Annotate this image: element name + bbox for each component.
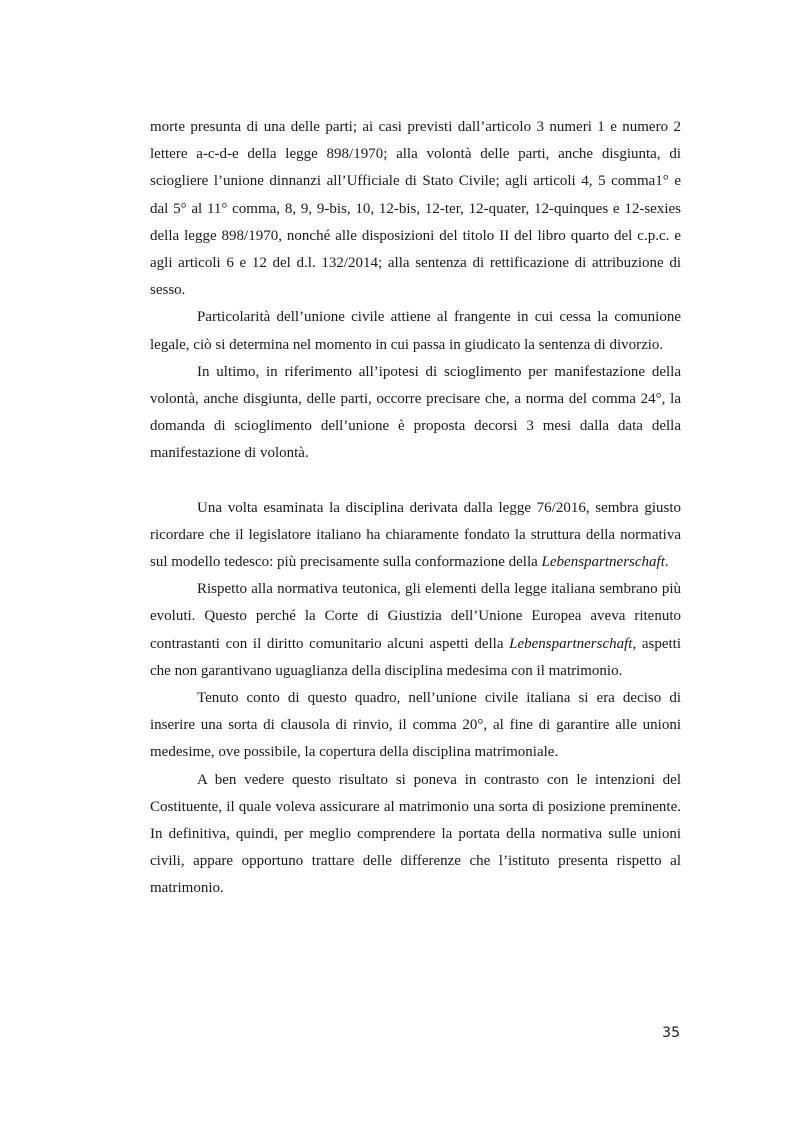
- paragraph-clausola-rinvio: Tenuto conto di questo quadro, nell’unione civile italiana si era deciso di inserire una sorta di clausola di rinvio, il comma 20°, al fine di garantire alle unioni medesime, ove possibile, la copertura della disciplina matrimoniale.: [150, 690, 681, 761]
- italic-term: Lebenspartnerschaft: [509, 635, 633, 652]
- paragraph-text: , aspetti che non garantivano uguaglianza della disciplina medesima con il matrimonio.: [150, 635, 682, 679]
- paragraph-scioglimento-volonta: In ultimo, in riferimento all’ipotesi di scioglimento per manifestazione della volontà, anche disgiunta, delle parti, occorre precisare che, a norma del comma 24°, la domanda di scioglimento dell’unione è proposta decorsi 3 mesi dalla data della manifestazione di volontà.: [150, 363, 681, 462]
- italic-term: Lebenspartnerschaft: [541, 554, 665, 571]
- paragraph-comunione-legale: Particolarità dell’unione civile attiene al frangente in cui cessa la comunione legale, ciò si determina nel momento in cui passa in giudicato la sentenza di divorzio.: [150, 309, 681, 353]
- paragraph-text: Rispetto alla normativa teutonica, gli elementi della legge italiana sembrano più evoluti. Questo perché la Corte di Giustizia dell’Unione Europea aveva ritenuto contrastanti con il diritto comunitario alcuni aspetti della: [150, 581, 681, 652]
- page-number: 35: [662, 1025, 680, 1041]
- paragraph-text: .: [664, 554, 669, 571]
- paragraph-text: Una volta esaminata la disciplina derivata dalla legge 76/2016, sembra giusto ricordare che il legislatore italiano ha chiaramente fondato la struttura della normativa sul modello tedesco: più precisamente sulla conformazione della: [150, 499, 681, 571]
- paragraph-continuation: morte presunta di una delle parti; ai casi previsti dall’articolo 3 numeri 1 e numero 2 lettere a-c-d-e della legge 898/1970; alla volontà delle parti, anche disgiunta, di sciogliere l’unione dinnanzi all’Ufficiale di Stato Civile; agli articoli 4, 5 comma1° e dal 5° al 11° comma, 8, 9, 9-bis, 10, 12-bis, 12-ter, 12-quater, 12-quinques e 12-sexies della legge 898/1970, nonché alle disposizioni del titolo II del libro quarto del c.p.c. e agli articoli 6 e 12 del d.l. 132/2014; alla sentenza di rettificazione di attribuzione di sesso.: [150, 119, 681, 299]
- paragraph-modello-tedesco: [150, 495, 681, 577]
- body-text: [150, 114, 681, 903]
- paragraph-costituente: A ben vedere questo risultato si poneva in contrasto con le intenzioni del Costituente, il quale voleva assicurare al matrimonio una sorta di posizione preminente. In definitiva, quindi, per meglio comprendere la portata della normativa sulle unioni civili, appare opportuno trattare delle differenze che l’istituto presenta rispetto al matrimonio.: [150, 771, 681, 897]
- paragraph-normativa-teutonica: [150, 576, 681, 685]
- paragraph-spacer: [150, 468, 681, 495]
